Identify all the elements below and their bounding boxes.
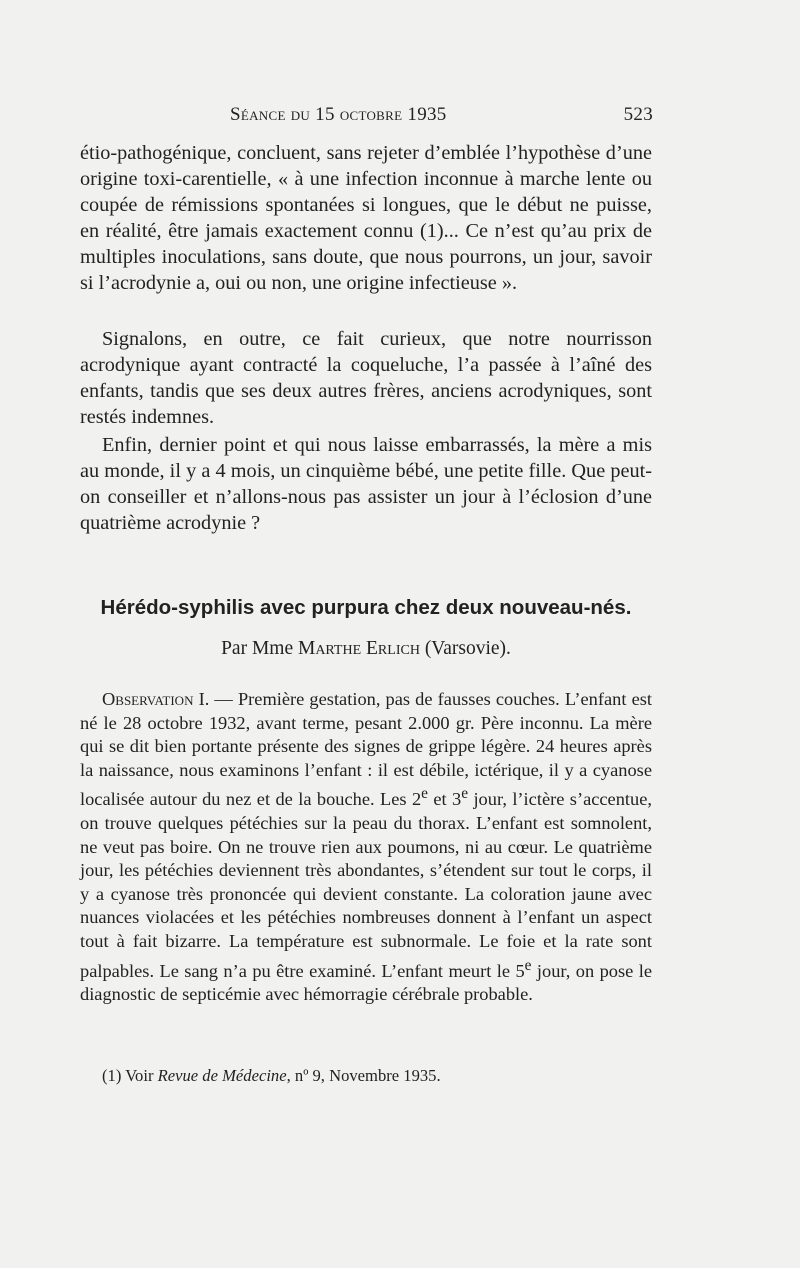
section-title: Hérédo-syphilis avec purpura chez deux nouveau-nés. (100, 596, 632, 619)
superscript: e (524, 956, 532, 974)
observation-paragraph (80, 688, 652, 1007)
author-byline (80, 638, 652, 660)
byline-suffix: (Varsovie). (424, 638, 511, 659)
superscript: e (421, 785, 428, 803)
observation-label: Observation I. (102, 689, 210, 709)
footnote-journal: Revue de Médecine (157, 1066, 287, 1085)
running-header (230, 104, 653, 132)
observation-text: jour, l’ictère s’accentue, on trouve quelques pétéchies sur la peau du thorax. L’enfant est somnolent, ne veut pas boire. On ne trouve rien aux poumons, ni au cœur. Le quatrième jour, les pétéchies deviennent très abondantes, s’étendent sur tout le corps, il y a cyanose très prononcée qui devient constante. La coloration jaune avec nuances violacées et les pétéchies nombreuses donnent à l’enfant un aspect tout à fait bizarre. La température est subnormale. Le foie et la rate sont palpables. Le sang n’a pu être examiné. L’enfant meurt le 5 (80, 789, 652, 981)
observation-text: et 3 (427, 789, 462, 810)
superscript: e (461, 785, 469, 803)
footnote-suffix: , nº 9, Novembre 1935. (286, 1066, 441, 1085)
observation-text: — Première gestation, pas de fausses couches. L’enfant est né le 28 octobre 1932, avant terme, pesant 2.000 gr. Père inconnu. La mère qui se dit bien portante présente des signes de grippe légère. 24 heures après la naissance, nous examinons l’enfant : il est débile, ictérique, il y a cyanose localisée autour du nez et de la bouche. Les 2 (80, 689, 653, 810)
byline-prefix: Par Mme (221, 638, 294, 659)
footnote-prefix: (1) Voir (102, 1066, 158, 1085)
author-name: Marthe Erlich (297, 638, 420, 659)
body-paragraph: Signalons, en outre, ce fait curieux, que notre nourrisson acrodynique ayant contracté la coqueluche, l’a passée à l’aîné des enfants, tandis que ses deux autres frères, anciens acrodyniques, sont restés indemnes. (80, 328, 652, 428)
running-title: Séance du 15 octobre 1935 (230, 104, 447, 125)
page-number: 523 (623, 104, 653, 125)
body-paragraph: Enfin, dernier point et qui nous laisse embarrassés, la mère a mis au monde, il y a 4 mois, un cinquième bébé, une petite fille. Que peut-on conseiller et n’allons-nous pas assister un jour à l’éclosion d’une quatrième acrodynie ? (80, 434, 652, 534)
observation-text: jour, on pose le diagnostic de septicémie avec hémorragie cérébrale probable. (80, 960, 653, 1005)
footnote (102, 1066, 652, 1086)
body-paragraph: étio-pathogénique, concluent, sans rejeter d’emblée l’hypothèse d’une origine toxi-carentielle, « à une infection inconnue à marche lente ou coupée de rémissions spontanées si longues, que le début ne puisse, en réalité, être jamais exactement connu (1)... Ce n’est qu’au prix de multiples inoculations, sans doute, que nous pourrons, un jour, savoir si l’acrodynie a, oui ou non, une origine infectieuse ». (80, 142, 652, 294)
